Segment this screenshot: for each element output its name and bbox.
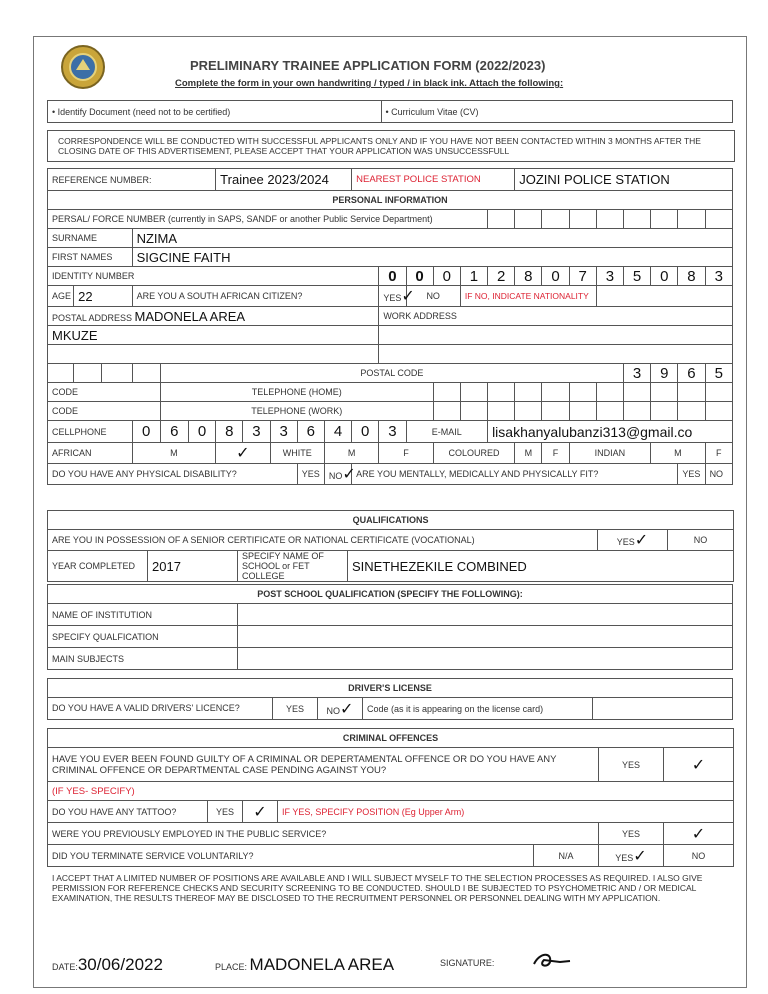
tick-icon: ✓ [401,288,415,305]
race-white: WHITE [270,443,324,464]
postal-code-label: POSTAL CODE [160,364,623,383]
race-indian-f[interactable]: F [705,443,732,464]
license-code-field[interactable] [593,698,733,720]
postal-address-line-1: MADONELA AREA [134,308,246,324]
work-address-line[interactable] [379,345,733,364]
terminate-no[interactable]: NO [664,845,734,867]
employed-no[interactable] [664,823,734,845]
tick-icon: ✓ [633,847,647,865]
tel-box[interactable] [515,402,542,421]
tel-box[interactable] [624,402,651,421]
email-field[interactable] [488,421,733,443]
criminal-yes[interactable]: YES [599,748,664,782]
race-indian: INDIAN [569,443,651,464]
cell-digit[interactable]: 6 [160,421,188,443]
code-box[interactable] [48,364,74,383]
id-digit[interactable]: 7 [569,267,596,286]
cell-digit[interactable]: 8 [216,421,243,443]
license-code-label: Code (as it is appearing on the license card) [363,698,593,720]
id-digit[interactable]: 0 [651,267,678,286]
tel-box[interactable] [488,383,515,402]
tel-box[interactable] [651,402,678,421]
citizen-yes[interactable]: YES✓ [379,286,406,307]
signature-label: SIGNATURE: [440,958,495,968]
senior-cert-no[interactable]: NO [668,530,734,551]
tel-box[interactable] [678,383,705,402]
tel-box[interactable] [460,383,487,402]
personal-info-header: PERSONAL INFORMATION [48,191,733,210]
postal-address-label: POSTAL ADDRESS [52,312,133,323]
tel-box[interactable] [542,383,569,402]
tick-icon: ✓ [342,466,356,483]
qualification-label: SPECIFY QUALFICATION [48,626,238,648]
postal-code-digit[interactable]: 9 [651,364,678,383]
postal-code-digit[interactable]: 5 [705,364,732,383]
email-label: E-MAIL [406,421,488,443]
terminate-yes[interactable]: YES✓ [599,845,664,867]
persal-box[interactable] [624,210,651,229]
terminate-na[interactable]: N/A [534,845,599,867]
nearest-station-value: JOZINI POLICE STATION [515,169,733,191]
tel-box[interactable] [651,383,678,402]
persal-box[interactable] [542,210,569,229]
persal-label: PERSAL/ FORCE NUMBER (currently in SAPS, SANDF or another Public Service Department) [48,210,488,229]
criminal-specify: (IF YES- SPECIFY) [48,782,734,801]
tattoo-no[interactable] [243,801,278,823]
race-african-f[interactable] [216,443,270,464]
first-names-label: FIRST NAMES [48,248,133,267]
work-address-label: WORK ADDRESS [379,307,733,326]
work-address-line[interactable] [379,326,733,345]
disability-no[interactable]: NO✓ [324,464,351,485]
form-subtitle: Complete the form in your own handwriting / typed / in black ink. Attach the following: [175,78,564,89]
id-digit[interactable]: 0 [379,267,406,286]
race-coloured: COLOURED [433,443,515,464]
tel-box[interactable] [705,383,732,402]
tel-box[interactable] [705,402,732,421]
tick-icon: ✓ [236,445,250,462]
cellphone-label: CELLPHONE [48,421,133,443]
drivers-no[interactable]: NO✓ [318,698,363,720]
race-white-m[interactable]: M [324,443,378,464]
employed-question: WERE YOU PREVIOUSLY EMPLOYED IN THE PUBLIC SERVICE? [48,823,599,845]
tel-box[interactable] [433,402,460,421]
tattoo-note: IF YES, SPECIFY POSITION (Eg Upper Arm) [278,801,734,823]
cell-digit[interactable]: 0 [188,421,215,443]
age-value[interactable]: 22 [74,286,132,307]
reference-label: REFERENCE NUMBER: [48,169,216,191]
email-value: lisakhanyalubanzi313@gmail.co [492,423,693,440]
tel-work-label: TELEPHONE (WORK) [160,402,433,421]
cell-digit[interactable]: 3 [270,421,297,443]
tick-icon: ✓ [253,803,267,821]
id-digit[interactable]: 0 [542,267,569,286]
race-coloured-m[interactable]: M [515,443,542,464]
id-digit[interactable]: 3 [596,267,623,286]
first-names-value[interactable]: SIGCINE FAITH [132,248,732,267]
id-digit[interactable]: 5 [624,267,651,286]
place-field[interactable] [215,955,394,975]
place-value: MADONELA AREA [249,955,395,974]
postal-code-digit[interactable]: 3 [624,364,651,383]
postal-address-line-3[interactable] [48,345,379,364]
id-digit[interactable]: 0 [406,267,433,286]
notice-text: CORRESPONDENCE WILL BE CONDUCTED WITH SUCCESSFUL APPLICANTS ONLY AND IF YOU HAVE NOT BEEN CONTACTED WITHIN 3 MONTHS AFTER THE CLOSING DATE OF THIS ADVERTISEMENT, PLEASE ACCEPT THAT YOUR APPLICATION WAS UNSUCCESSFULL [58,136,701,156]
tel-box[interactable] [624,383,651,402]
identity-number-label: IDENTITY NUMBER [48,267,379,286]
year-completed-value[interactable]: 2017 [148,551,238,582]
persal-box[interactable] [705,210,732,229]
tattoo-yes[interactable]: YES [208,801,243,823]
fit-yes[interactable]: YES [678,464,705,485]
cell-digit[interactable]: 6 [297,421,324,443]
school-label: SPECIFY NAME OF SCHOOL or FET COLLEGE [238,551,348,582]
drivers-question: DO YOU HAVE A VALID DRIVERS' LICENCE? [48,698,273,720]
date-label: DATE: [52,962,78,972]
criminal-question: HAVE YOU EVER BEEN FOUND GUILTY OF A CRIMINAL OR DEPERTAMENTAL OFFENCE OR DO YOU HAVE ANY CRIMINAL OFFENCE OR DEPARTMENTAL CASE PENDING AGAINST YOU? [48,748,599,782]
postal-code-digit[interactable]: 6 [678,364,705,383]
id-digit[interactable]: 8 [515,267,542,286]
cell-digit[interactable]: 4 [324,421,351,443]
cell-digit[interactable]: 0 [132,421,160,443]
tel-home-label: TELEPHONE (HOME) [160,383,433,402]
code-box[interactable] [132,364,160,383]
criminal-no[interactable] [664,748,734,782]
fit-no[interactable]: NO [705,464,732,485]
senior-cert-yes[interactable]: YES✓ [598,530,668,551]
tel-box[interactable] [515,383,542,402]
drivers-header: DRIVER'S LICENSE [48,679,733,698]
code-box[interactable] [102,364,132,383]
race-indian-m[interactable]: M [651,443,705,464]
tick-icon: ✓ [634,532,649,549]
drivers-yes[interactable]: YES [273,698,318,720]
citizen-question: ARE YOU A SOUTH AFRICAN CITIZEN? [132,286,379,307]
tick-icon: ✓ [691,825,706,843]
notice-box [47,130,735,162]
race-african: AFRICAN [48,443,133,464]
date-field[interactable] [52,955,163,975]
code-label: CODE [48,383,161,402]
tick-icon: ✓ [340,700,354,718]
postal-address-row[interactable] [48,307,379,326]
surname-value[interactable]: NZIMA [132,229,732,248]
institution-label: NAME OF INSTITUTION [48,604,238,626]
qualification-field[interactable] [238,626,733,648]
employed-yes[interactable]: YES [599,823,664,845]
signature-field[interactable] [440,958,494,968]
nationality-field[interactable] [596,286,732,307]
tel-box[interactable] [488,402,515,421]
tel-box[interactable] [542,402,569,421]
terminate-question: DID YOU TERMINATE SERVICE VOLUNTARILY? [48,845,534,867]
persal-box[interactable] [596,210,623,229]
institution-field[interactable] [238,604,733,626]
disability-yes[interactable]: YES [297,464,324,485]
tick-icon: ✓ [691,756,706,774]
school-value[interactable]: SINETHEZEKILE COMBINED [348,551,734,582]
id-digit[interactable]: 8 [678,267,705,286]
persal-box[interactable] [488,210,515,229]
subjects-label: MAIN SUBJECTS [48,648,238,670]
attachment-id-doc: • Identify Document (need not to be certified) [48,101,382,123]
age-label: AGE [48,286,74,307]
declaration-text: I ACCEPT THAT A LIMITED NUMBER OF POSITIONS ARE AVAILABLE AND I WILL SUBJECT MYSELF TO THE SELECTION PROCESSES AS REQUIRED. I ALSO GIVE PERMISSION FOR REFERENCE CHECKS AND SECURITY SCREENING TO BE CONDUCTED. SHOULD I BE SUBJECTED TO PSYCHOMETRIC AND / OR MEDICAL EXAMINATION, THE RESULTS THEREOF MAY BE DISCLOSED TO THE RECRUITMENT PERSONNEL OR PERSONNEL DEALING WITH MY APPLICATION. [52,873,703,903]
subjects-field[interactable] [238,648,733,670]
race-white-f[interactable]: F [379,443,433,464]
id-digit[interactable]: 1 [460,267,487,286]
tattoo-question: DO YOU HAVE ANY TATTOO? [48,801,208,823]
tel-box[interactable] [460,402,487,421]
cell-digit[interactable]: 3 [243,421,270,443]
race-coloured-f[interactable]: F [542,443,569,464]
qualifications-header: QUALIFICATIONS [48,511,734,530]
cell-digit[interactable]: 0 [352,421,379,443]
form-title: PRELIMINARY TRAINEE APPLICATION FORM (2022/2023) [190,58,546,73]
date-value: 30/06/2022 [77,955,163,974]
persal-box[interactable] [651,210,678,229]
disability-question: DO YOU HAVE ANY PHYSICAL DISABILITY? [48,464,298,485]
signature-mark-icon [530,950,590,970]
criminal-header: CRIMINAL OFFENCES [48,729,734,748]
tel-box[interactable] [433,383,460,402]
citizen-no[interactable]: NO [406,286,460,307]
tel-box[interactable] [596,402,623,421]
tel-box[interactable] [569,402,596,421]
senior-cert-question: ARE YOU IN POSSESSION OF A SENIOR CERTIFICATE OR NATIONAL CERTIFICATE (VOCATIONAL) [48,530,598,551]
postal-address-line-2[interactable]: MKUZE [48,326,379,345]
tel-box[interactable] [678,402,705,421]
nationality-note: IF NO, INDICATE NATIONALITY [460,286,596,307]
id-digit[interactable]: 0 [433,267,460,286]
code-box[interactable] [74,364,102,383]
reference-value: Trainee 2023/2024 [216,169,352,191]
saps-emblem-icon [60,44,106,90]
cell-digit[interactable]: 3 [379,421,406,443]
tel-box[interactable] [596,383,623,402]
fit-question: ARE YOU MENTALLY, MEDICALLY AND PHYSICALLY FIT? [352,464,678,485]
tel-box[interactable] [569,383,596,402]
persal-box[interactable] [515,210,542,229]
id-digit[interactable]: 2 [488,267,515,286]
place-label: PLACE: [215,962,248,972]
year-completed-label: YEAR COMPLETED [48,551,148,582]
race-african-m[interactable]: M [132,443,216,464]
code-label: CODE [48,402,161,421]
surname-label: SURNAME [48,229,133,248]
attachment-cv: • Curriculum Vitae (CV) [381,101,733,123]
id-digit[interactable]: 3 [705,267,732,286]
persal-box[interactable] [569,210,596,229]
nearest-station-label: NEAREST POLICE STATION [352,169,515,191]
post-school-header: POST SCHOOL QUALIFICATION (SPECIFY THE FOLLOWING): [48,585,733,604]
persal-box[interactable] [678,210,705,229]
